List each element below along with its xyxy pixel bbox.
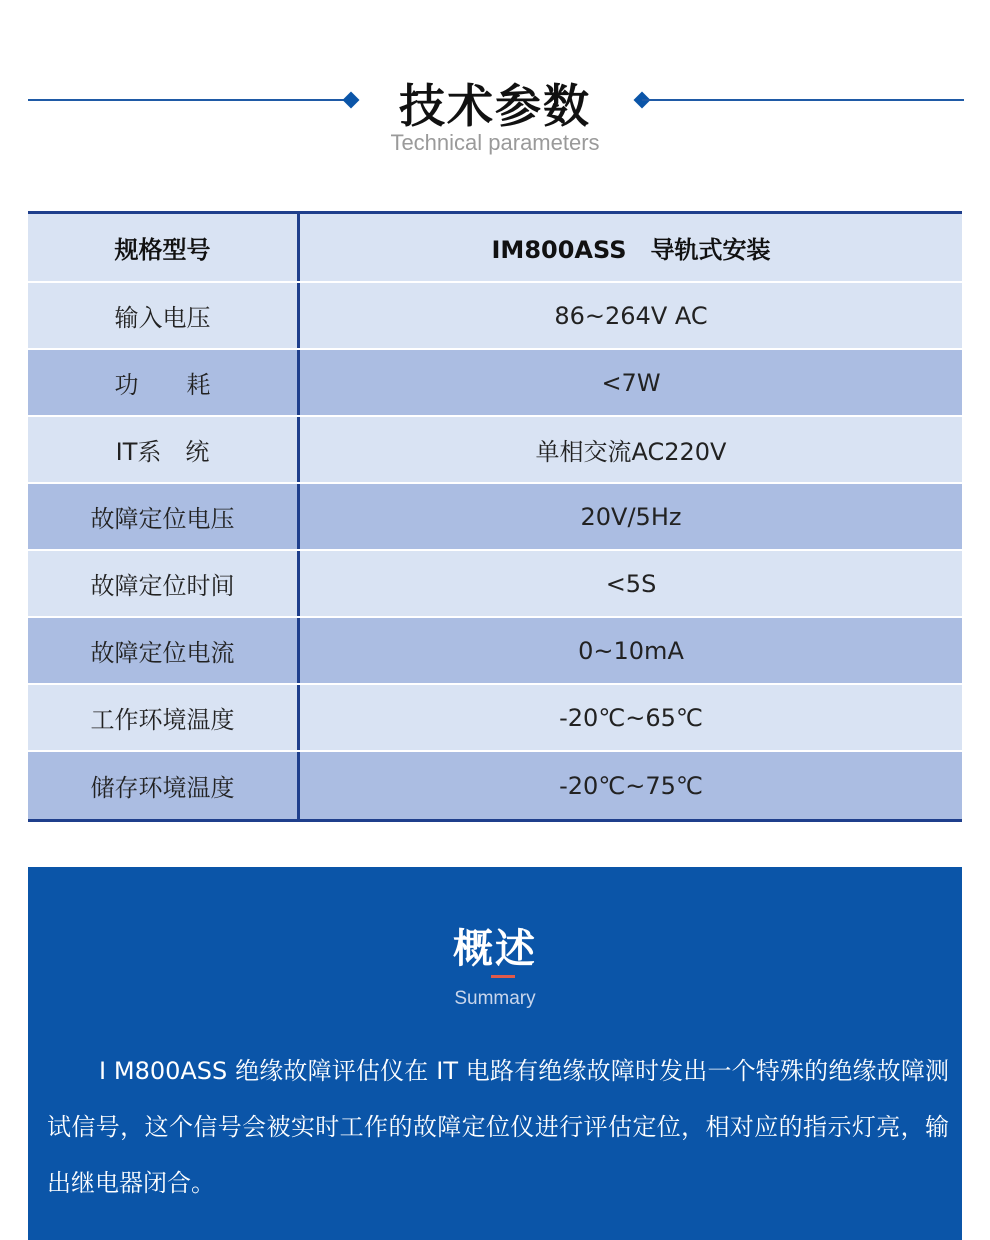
summary-title: 概述 xyxy=(453,926,537,972)
table-cell-value: <7W xyxy=(601,368,661,397)
summary-paragraph: I M800ASS 绝缘故障评估仪在 IT 电路有绝缘故障时发出一个特殊的绝缘故障测试信号，这个信号会被实时工作的故障定位仪进行评估定位，相对应的指示灯亮，输出继电器闭合。 xyxy=(47,1057,949,1197)
table-cell-value: IM800ASS 导轨式安装 xyxy=(491,236,771,264)
page-subtitle: Technical parameters xyxy=(390,130,600,155)
table-header-row xyxy=(28,214,962,283)
summary-accent-bar xyxy=(491,975,515,978)
table-row xyxy=(28,484,962,551)
table-row xyxy=(28,685,962,752)
table-cell-value: 0~10mA xyxy=(578,636,684,665)
table-row xyxy=(28,752,962,819)
table-cell-label: 储存环境温度 xyxy=(28,752,300,819)
page-title: 技术参数 xyxy=(399,79,591,133)
summary-subtitle: Summary xyxy=(454,988,536,1009)
table-cell-label: 功 耗 xyxy=(28,350,300,415)
section-header xyxy=(0,0,990,200)
table-cell-value: 86~264V AC xyxy=(554,301,708,330)
table-cell-label: 输入电压 xyxy=(28,283,300,348)
table-cell-value: -20℃~75℃ xyxy=(559,771,703,800)
table-cell-label: 故障定位时间 xyxy=(28,551,300,616)
spec-table xyxy=(28,211,962,822)
table-cell-label: 工作环境温度 xyxy=(28,685,300,750)
table-cell-label: 故障定位电压 xyxy=(28,484,300,549)
table-cell-value: -20℃~65℃ xyxy=(559,703,703,732)
table-row xyxy=(28,618,962,685)
table-cell-label: 规格型号 xyxy=(28,214,300,281)
table-row xyxy=(28,350,962,417)
table-cell-label: IT系 统 xyxy=(28,417,300,482)
table-cell-value: <5S xyxy=(605,569,657,598)
table-cell-value: 单相交流AC220V xyxy=(535,438,727,466)
table-row xyxy=(28,417,962,484)
table-cell-label: 故障定位电流 xyxy=(28,618,300,683)
table-cell-value: 20V/5Hz xyxy=(580,502,682,531)
summary-section xyxy=(28,867,962,1240)
table-row xyxy=(28,283,962,350)
header-line-right xyxy=(642,99,964,101)
table-row xyxy=(28,551,962,618)
